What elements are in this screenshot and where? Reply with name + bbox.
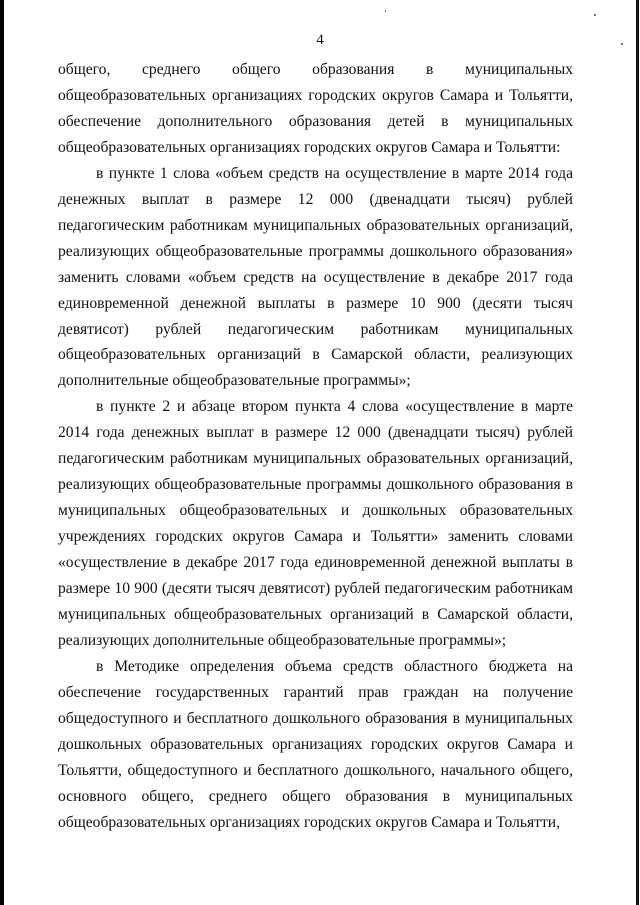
paragraph-methodology: в Методике определения объема средств областного бюджета на обеспечение государственных гарантий прав граждан на получение общедоступного и бесплатного дошкольного образования в муниципальных дошкольных образовательных организациях городских округов Самара и Тольятти, общедоступного и бесплатного дошкольного, начального общего, основного общего, среднего общего образования в муниципальных общеобразовательных организациях городских округов Самара и Тольятти, — [58, 657, 573, 831]
paragraph-item-2-4: в пункте 2 и абзаце втором пункта 4 слова «осуществление в марте 2014 года денежных выплат в размере 12 000 (двенадцати тысяч) рублей педагогическим работникам муниципальных образовательных организаций, реализующих общеобразовательные программы дошкольного образования в муниципальных общеобразовательных и дошкольных образовательных учреждениях городских округов Самара и Тольятти» заменить словами «осуществление в декабре 2017 года единовременной денежной выплаты в размере 10 900 (десяти тысяч девятисот) рублей педагогическим работникам муниципальных общеобразовательных организаций в Самарской области, реализующих дополнительные общеобразовательные программы»; — [58, 398, 573, 649]
page-number: 4 — [316, 32, 324, 48]
paragraph-continuation: общего, среднего общего образования в муниципальных общеобразовательных организациях городских округов Самара и Тольятти, обеспечение дополнительного образования детей в муниципальных общеобразовательных организациях городских округов Самара и Тольятти: — [58, 61, 573, 156]
scan-border-left — [0, 0, 4, 905]
scan-speck — [385, 10, 386, 12]
paragraph-item-1: в пункте 1 слова «объем средств на осуществление в марте 2014 года денежных выплат в размере 12 000 (двенадцати тысяч) рублей педагогическим работникам муниципальных образовательных организаций, реализующих общеобразовательные программы дошкольного образования» заменить словами «объем средств на осуществление в декабре 2017 года единовременной денежной выплаты в размере 10 900 (десяти тысяч девятисот) рублей педагогическим работникам муниципальных общеобразовательных организаций в Самарской области, реализующих дополнительные общеобразовательные программы»; — [58, 164, 573, 390]
scan-speck — [594, 14, 596, 16]
scan-border-right — [636, 0, 639, 905]
document-body — [58, 57, 573, 836]
